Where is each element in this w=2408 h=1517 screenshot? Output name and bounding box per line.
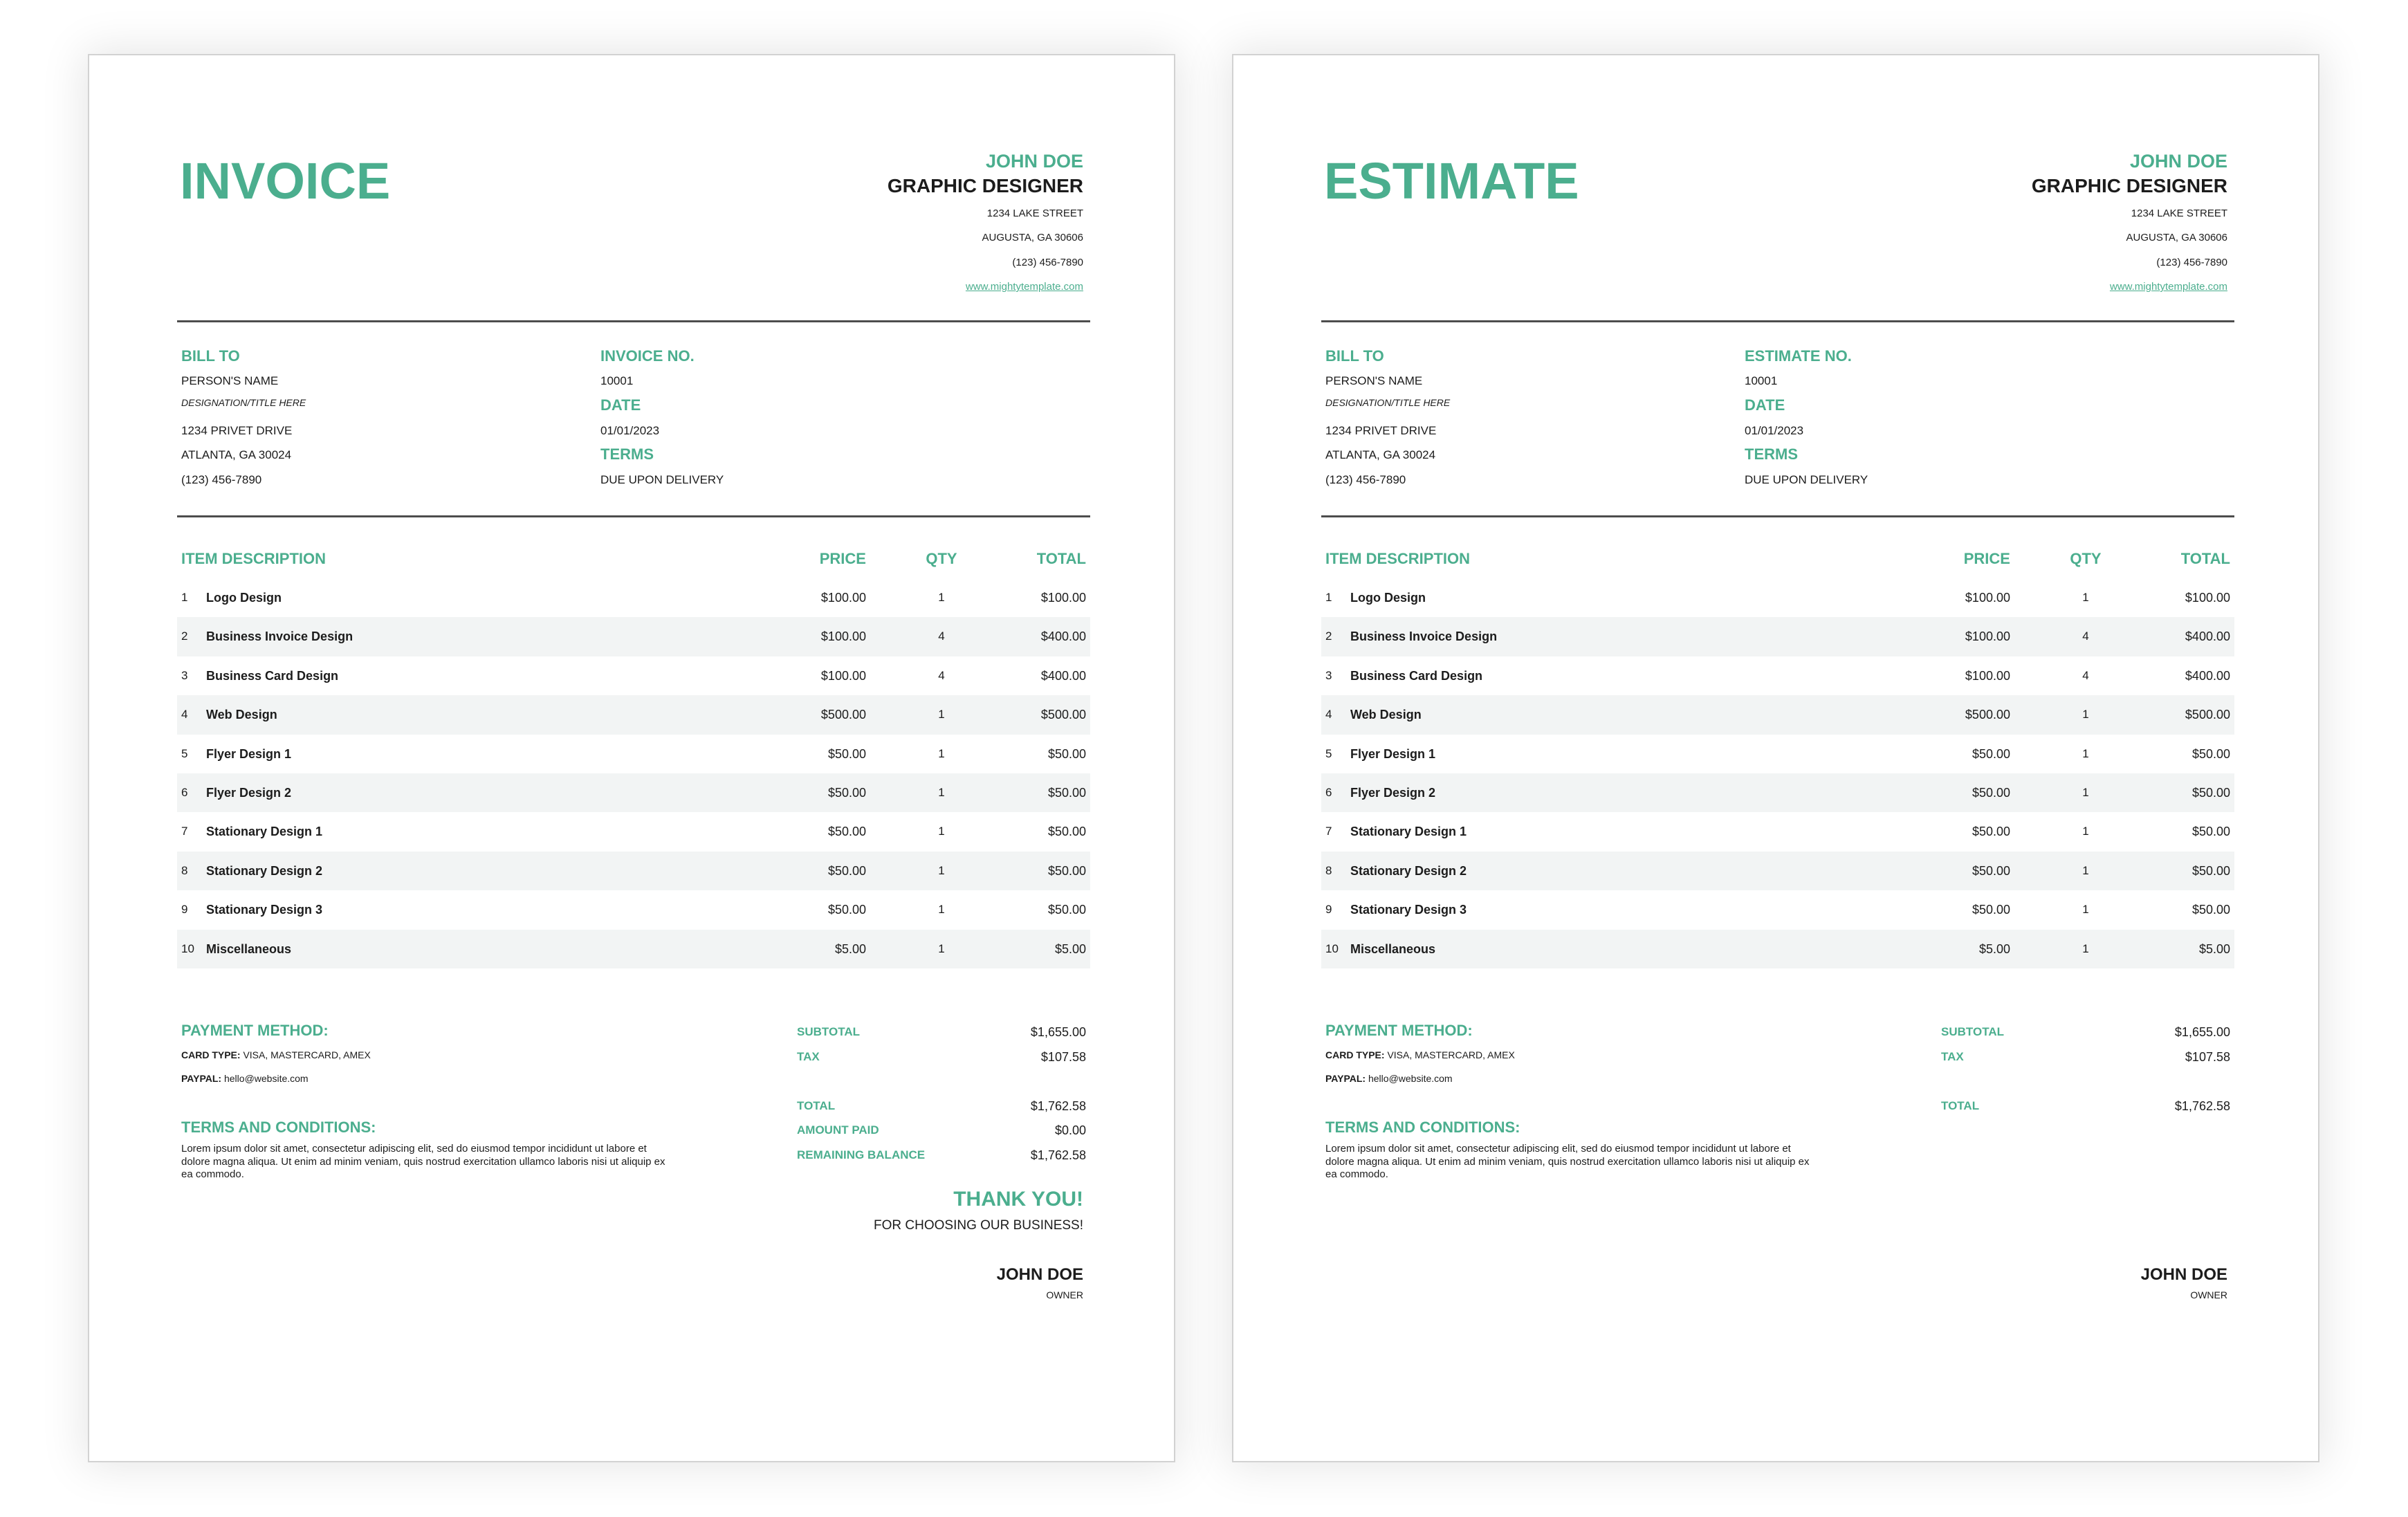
table-row [177, 735, 1090, 773]
item-total: $400.00 [2185, 668, 2230, 683]
card-type-line [1325, 1050, 1515, 1060]
document-number-label: INVOICE NO. [600, 347, 695, 365]
item-number: 2 [181, 629, 188, 643]
item-qty: 1 [2082, 708, 2089, 721]
item-price: $50.00 [827, 903, 866, 917]
item-number: 3 [1325, 668, 1332, 682]
terms-value: DUE UPON DELIVERY [600, 473, 724, 486]
sender-city: AUGUSTA, GA 30606 [2126, 232, 2227, 243]
column-header-price: PRICE [1963, 550, 2010, 567]
signature-role: OWNER [2190, 1289, 2227, 1300]
item-name: Stationary Design 2 [206, 863, 323, 878]
item-qty: 1 [938, 746, 945, 760]
item-name: Logo Design [206, 591, 282, 605]
item-name: Flyer Design 1 [1350, 746, 1436, 761]
item-number: 5 [1325, 746, 1332, 760]
date-value: 01/01/2023 [1745, 424, 1804, 437]
totals-value: $1,762.58 [1030, 1098, 1086, 1113]
divider [177, 515, 1090, 517]
terms-conditions-label: TERMS AND CONDITIONS: [181, 1119, 376, 1136]
table-row [1321, 890, 2234, 929]
item-price: $50.00 [1972, 746, 2010, 761]
item-qty: 1 [938, 903, 945, 917]
item-qty: 1 [938, 941, 945, 955]
item-total: $50.00 [1047, 863, 1086, 878]
item-price: $5.00 [1978, 941, 2010, 956]
column-header-price: PRICE [819, 550, 866, 567]
terms-value: DUE UPON DELIVERY [1745, 473, 1868, 486]
card-type-line [181, 1050, 371, 1060]
item-number: 8 [1325, 863, 1332, 877]
item-name: Flyer Design 2 [1350, 786, 1436, 800]
bill-to-label: BILL TO [1325, 347, 1384, 365]
item-total: $50.00 [2191, 825, 2230, 839]
item-name: Flyer Design 1 [206, 746, 292, 761]
item-price: $50.00 [1972, 903, 2010, 917]
item-name: Stationary Design 1 [1350, 825, 1467, 839]
item-total: $50.00 [1047, 903, 1086, 917]
item-total: $50.00 [1047, 825, 1086, 839]
totals-row [1941, 1050, 2230, 1064]
document-number: 10001 [1745, 374, 1778, 387]
totals-row [797, 1025, 1086, 1039]
table-row [1321, 735, 2234, 773]
item-total: $500.00 [2185, 708, 2230, 722]
item-price: $100.00 [820, 668, 866, 683]
paypal-label: PAYPAL: [181, 1073, 222, 1084]
table-row [177, 617, 1090, 656]
bill-to-designation: DESIGNATION/TITLE HERE [181, 397, 306, 408]
item-name: Stationary Design 3 [1350, 903, 1467, 917]
item-total: $5.00 [2198, 941, 2230, 956]
paypal-line [1325, 1074, 1453, 1083]
totals-value: $1,762.58 [1030, 1148, 1086, 1162]
item-price: $50.00 [827, 746, 866, 761]
totals-row [1941, 1099, 2230, 1113]
item-price: $50.00 [1972, 825, 2010, 839]
estimate-page [1232, 54, 2319, 1462]
totals-label: SUBTOTAL [1941, 1025, 2004, 1038]
sender-website-link[interactable]: www.mightytemplate.com [965, 281, 1083, 293]
item-qty: 1 [938, 591, 945, 604]
date-label: DATE [600, 396, 641, 414]
totals-value: $0.00 [1054, 1123, 1086, 1137]
totals-value: $1,655.00 [2174, 1025, 2230, 1039]
totals-row [797, 1099, 1086, 1113]
item-name: Business Card Design [206, 668, 339, 683]
date-value: 01/01/2023 [600, 424, 660, 437]
totals-row [797, 1148, 1086, 1162]
table-row [177, 578, 1090, 617]
document-number-label: ESTIMATE NO. [1745, 347, 1852, 365]
sender-city: AUGUSTA, GA 30606 [982, 232, 1083, 243]
totals-label: TAX [1941, 1049, 1964, 1063]
item-total: $50.00 [2191, 863, 2230, 878]
table-row [1321, 773, 2234, 812]
item-name: Miscellaneous [1350, 941, 1436, 956]
sender-street: 1234 LAKE STREET [986, 208, 1083, 219]
item-price: $500.00 [1965, 708, 2010, 722]
totals-row [1941, 1025, 2230, 1039]
item-total: $100.00 [1040, 591, 1086, 605]
table-row [177, 890, 1090, 929]
signature-name: JOHN DOE [2140, 1265, 2227, 1284]
item-qty: 1 [2082, 903, 2089, 917]
item-number: 2 [1325, 629, 1332, 643]
item-name: Business Invoice Design [206, 629, 353, 644]
signature-role: OWNER [1046, 1289, 1083, 1300]
item-qty: 1 [2082, 941, 2089, 955]
table-row [1321, 617, 2234, 656]
item-number: 7 [181, 825, 188, 838]
item-price: $50.00 [1972, 786, 2010, 800]
table-row [1321, 578, 2234, 617]
item-price: $100.00 [820, 629, 866, 644]
item-price: $100.00 [820, 591, 866, 605]
terms-conditions-label: TERMS AND CONDITIONS: [1325, 1119, 1520, 1136]
column-header-description: ITEM DESCRIPTION [1325, 550, 1471, 567]
item-price: $100.00 [1965, 591, 2010, 605]
item-number: 6 [1325, 786, 1332, 799]
table-row [1321, 812, 2234, 851]
item-qty: 1 [938, 825, 945, 838]
column-header-description: ITEM DESCRIPTION [181, 550, 327, 567]
item-price: $500.00 [820, 708, 866, 722]
totals-value: $107.58 [1040, 1049, 1086, 1064]
bill-to-label: BILL TO [181, 347, 240, 365]
paypal-value: hello@website.com [1368, 1073, 1453, 1084]
item-number: 9 [181, 903, 188, 917]
paypal-value: hello@website.com [223, 1073, 309, 1084]
bill-to-name: PERSON'S NAME [1325, 374, 1423, 387]
item-total: $500.00 [1040, 708, 1086, 722]
item-qty: 4 [938, 668, 945, 682]
item-price: $100.00 [1965, 668, 2010, 683]
item-number: 6 [181, 786, 188, 799]
document-title: ESTIMATE [1324, 152, 1579, 210]
totals-value: $1,655.00 [1030, 1025, 1086, 1039]
bill-to-street: 1234 PRIVET DRIVE [1325, 424, 1437, 437]
paypal-line [181, 1074, 309, 1083]
thank-you-subtitle: FOR CHOOSING OUR BUSINESS! [874, 1218, 1083, 1233]
card-type-value: VISA, MASTERCARD, AMEX [243, 1049, 371, 1060]
document-number: 10001 [600, 374, 634, 387]
item-total: $400.00 [2185, 629, 2230, 644]
terms-label: TERMS [600, 445, 654, 463]
sender-role: GRAPHIC DESIGNER [887, 175, 1083, 196]
item-total: $5.00 [1054, 941, 1086, 956]
sender-name: JOHN DOE [2129, 151, 2227, 172]
totals-value: $1,762.58 [2174, 1098, 2230, 1113]
item-total: $400.00 [1040, 668, 1086, 683]
item-price: $50.00 [827, 863, 866, 878]
item-name: Business Card Design [1350, 668, 1483, 683]
item-name: Logo Design [1350, 591, 1426, 605]
totals-label: TOTAL [1941, 1098, 1980, 1112]
item-total: $400.00 [1040, 629, 1086, 644]
item-name: Business Invoice Design [1350, 629, 1498, 644]
sender-role: GRAPHIC DESIGNER [2031, 175, 2227, 196]
item-qty: 1 [2082, 591, 2089, 604]
sender-phone: (123) 456-7890 [2156, 257, 2227, 268]
paypal-label: PAYPAL: [1325, 1073, 1366, 1084]
invoice-page [88, 54, 1175, 1462]
column-header-total: TOTAL [1036, 550, 1086, 567]
card-type-label: CARD TYPE: [181, 1049, 241, 1060]
item-number: 3 [181, 668, 188, 682]
payment-method-label: PAYMENT METHOD: [181, 1022, 329, 1039]
item-number: 8 [181, 863, 188, 877]
item-total: $50.00 [2191, 903, 2230, 917]
totals-row [797, 1123, 1086, 1137]
totals-label: SUBTOTAL [797, 1025, 860, 1038]
table-row [1321, 852, 2234, 890]
item-price: $100.00 [1965, 629, 2010, 644]
item-name: Flyer Design 2 [206, 786, 292, 800]
item-number: 5 [181, 746, 188, 760]
item-price: $50.00 [1972, 863, 2010, 878]
column-header-qty: QTY [926, 550, 957, 567]
item-qty: 4 [938, 629, 945, 643]
item-number: 1 [1325, 591, 1332, 604]
totals-label: TAX [797, 1049, 820, 1063]
item-qty: 1 [938, 863, 945, 877]
item-price: $50.00 [827, 825, 866, 839]
table-row [177, 852, 1090, 890]
table-row [177, 656, 1090, 695]
totals-value: $107.58 [2185, 1049, 2230, 1064]
item-total: $50.00 [2191, 786, 2230, 800]
item-name: Web Design [206, 708, 277, 722]
sender-name: JOHN DOE [985, 151, 1083, 172]
table-header [177, 540, 1090, 578]
table-row [1321, 656, 2234, 695]
item-qty: 1 [2082, 825, 2089, 838]
terms-conditions-text: Lorem ipsum dolor sit amet, consectetur adipiscing elit, sed do eiusmod tempor incididunt ut labore et dolore magna aliqua. Ut enim ad minim veniam, quis nostrud exercitation ullamco laboris nisi ut aliquip ex ea commodo. [181, 1143, 665, 1180]
item-name: Stationary Design 1 [206, 825, 323, 839]
divider [1321, 320, 2234, 322]
bill-to-phone: (123) 456-7890 [181, 473, 262, 486]
item-qty: 1 [2082, 863, 2089, 877]
table-header [1321, 540, 2234, 578]
totals-label: AMOUNT PAID [797, 1123, 879, 1137]
item-number: 4 [1325, 708, 1332, 721]
item-total: $50.00 [2191, 746, 2230, 761]
card-type-label: CARD TYPE: [1325, 1049, 1385, 1060]
item-number: 7 [1325, 825, 1332, 838]
document-title: INVOICE [180, 152, 391, 210]
item-qty: 1 [938, 786, 945, 799]
item-price: $50.00 [827, 786, 866, 800]
sender-phone: (123) 456-7890 [1012, 257, 1083, 268]
bill-to-street: 1234 PRIVET DRIVE [181, 424, 293, 437]
card-type-value: VISA, MASTERCARD, AMEX [1387, 1049, 1515, 1060]
item-name: Miscellaneous [206, 941, 292, 956]
payment-method-label: PAYMENT METHOD: [1325, 1022, 1473, 1039]
signature-name: JOHN DOE [996, 1265, 1083, 1284]
item-qty: 4 [2082, 629, 2089, 643]
totals-row [797, 1050, 1086, 1064]
item-qty: 4 [2082, 668, 2089, 682]
item-total: $50.00 [1047, 786, 1086, 800]
item-number: 10 [181, 941, 194, 955]
item-qty: 1 [2082, 786, 2089, 799]
bill-to-designation: DESIGNATION/TITLE HERE [1325, 397, 1451, 408]
terms-conditions-text: Lorem ipsum dolor sit amet, consectetur adipiscing elit, sed do eiusmod tempor incididunt ut labore et dolore magna aliqua. Ut enim ad minim veniam, quis nostrud exercitation ullamco laboris nisi ut aliquip ex ea commodo. [1325, 1143, 1810, 1180]
totals-label: TOTAL [797, 1098, 836, 1112]
totals-label: REMAINING BALANCE [797, 1148, 926, 1161]
item-name: Web Design [1350, 708, 1422, 722]
bill-to-city: ATLANTA, GA 30024 [1325, 448, 1436, 461]
terms-label: TERMS [1745, 445, 1798, 463]
table-row [177, 930, 1090, 968]
item-price: $5.00 [834, 941, 866, 956]
thank-you-title: THANK YOU! [953, 1188, 1083, 1211]
table-row [1321, 695, 2234, 734]
column-header-total: TOTAL [2180, 550, 2230, 567]
sender-website-link[interactable]: www.mightytemplate.com [2109, 281, 2227, 293]
item-number: 9 [1325, 903, 1332, 917]
table-row [177, 812, 1090, 851]
item-number: 4 [181, 708, 188, 721]
bill-to-name: PERSON'S NAME [181, 374, 279, 387]
bill-to-city: ATLANTA, GA 30024 [181, 448, 292, 461]
divider [177, 320, 1090, 322]
item-qty: 1 [2082, 746, 2089, 760]
bill-to-phone: (123) 456-7890 [1325, 473, 1406, 486]
item-total: $100.00 [2185, 591, 2230, 605]
sender-street: 1234 LAKE STREET [2131, 208, 2227, 219]
table-row [1321, 930, 2234, 968]
column-header-qty: QTY [2070, 550, 2102, 567]
date-label: DATE [1745, 396, 1785, 414]
table-row [177, 695, 1090, 734]
item-number: 1 [181, 591, 188, 604]
item-qty: 1 [938, 708, 945, 721]
table-row [177, 773, 1090, 812]
item-name: Stationary Design 3 [206, 903, 323, 917]
item-total: $50.00 [1047, 746, 1086, 761]
divider [1321, 515, 2234, 517]
item-number: 10 [1325, 941, 1339, 955]
item-name: Stationary Design 2 [1350, 863, 1467, 878]
